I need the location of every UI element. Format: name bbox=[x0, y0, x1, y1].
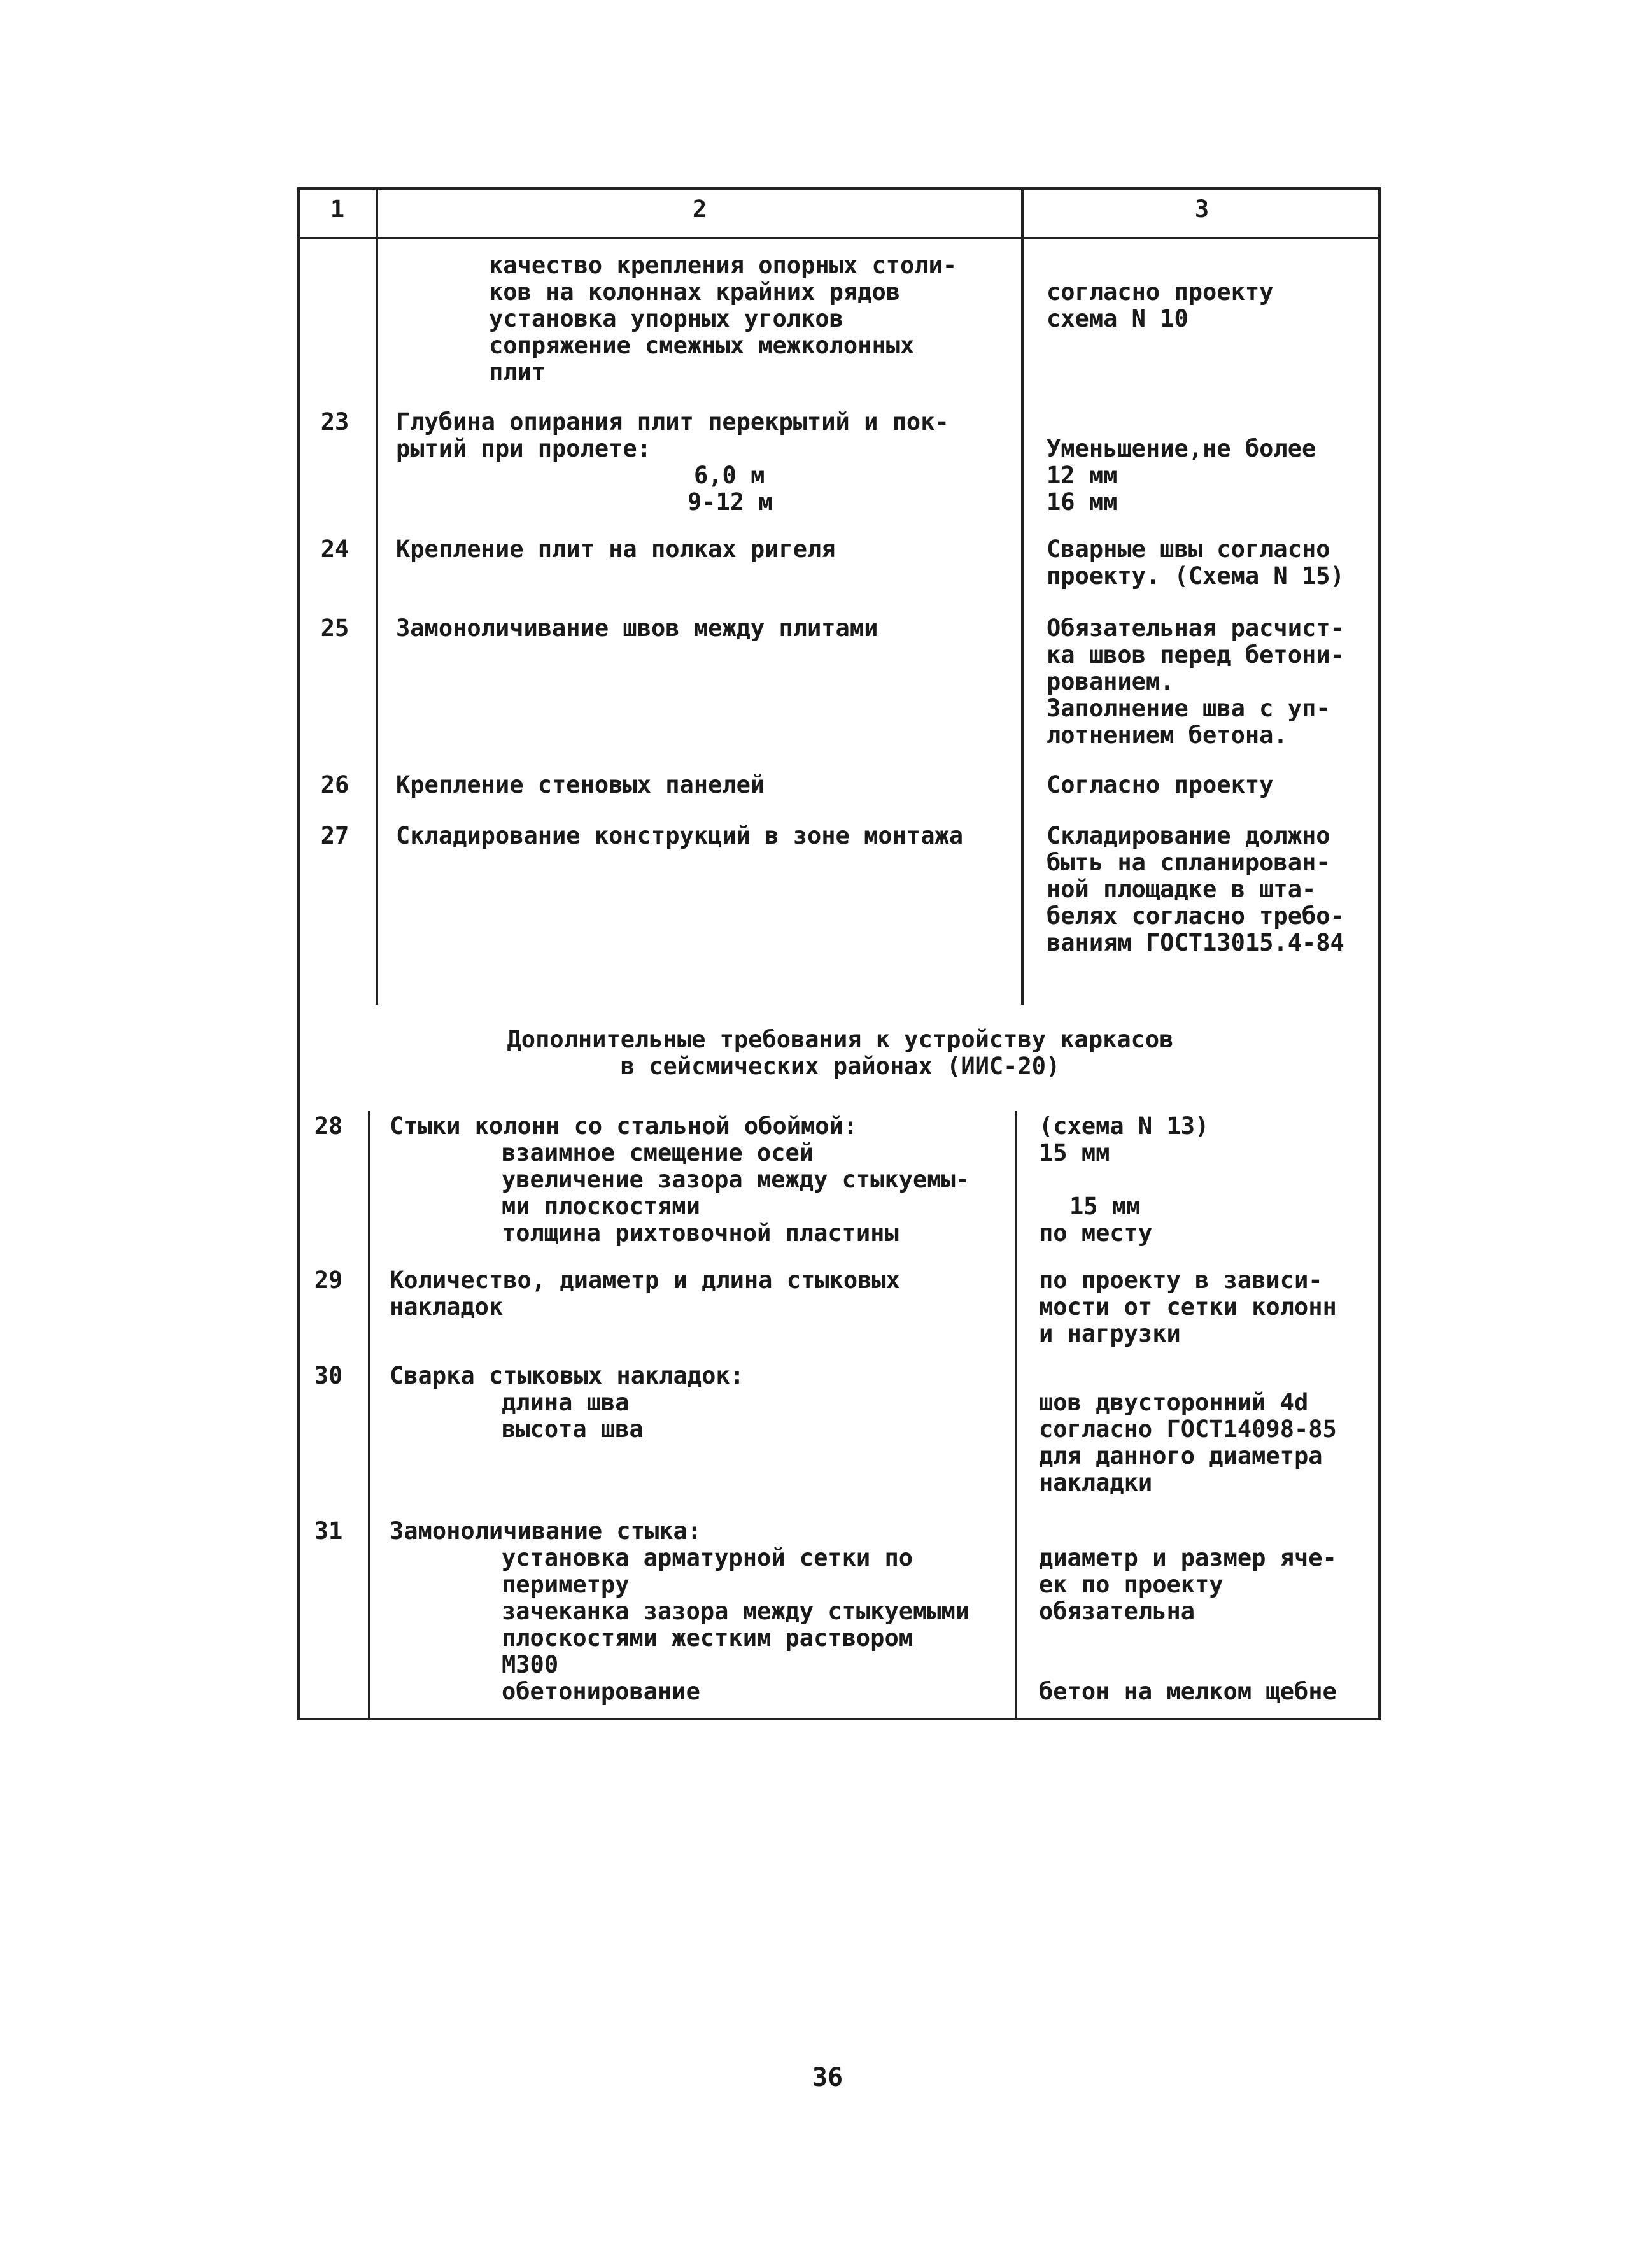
row-number: 31 bbox=[314, 1517, 343, 1545]
row-number: 29 bbox=[314, 1266, 343, 1294]
row-req-line bbox=[1039, 1363, 1337, 1389]
row-req-line: лотнением бетона. bbox=[1047, 721, 1288, 749]
row-desc-line: ми плоскостями bbox=[502, 1193, 700, 1220]
page-number: 36 bbox=[812, 2063, 843, 2092]
row-req-line: 16 мм bbox=[1047, 488, 1118, 516]
row-req-line: Уменьшение,не более bbox=[1047, 435, 1316, 462]
row-req-line: мости от сетки колонн bbox=[1039, 1293, 1337, 1321]
section-heading-line: Дополнительные требования к устройству каркасов bbox=[507, 1026, 1174, 1053]
row-desc-line: ков на колоннах крайних рядов bbox=[489, 278, 901, 306]
row-number: 24 bbox=[320, 535, 349, 563]
row-req-line: и нагрузки bbox=[1039, 1320, 1181, 1347]
row-number: 27 bbox=[320, 822, 349, 849]
row-req-line: для данного диаметра bbox=[1039, 1442, 1323, 1470]
row-req-line: ек по проекту bbox=[1039, 1571, 1224, 1598]
row-desc-line: высота шва bbox=[502, 1415, 644, 1443]
row-desc-line: Складирование конструкций в зоне монтажа bbox=[396, 822, 964, 849]
row-req-line: 12 мм bbox=[1047, 462, 1118, 489]
column-divider-1-top bbox=[376, 187, 378, 1005]
row-req-line bbox=[1039, 1166, 1209, 1193]
row-req-line: быть на спланирован- bbox=[1047, 849, 1330, 876]
row-req-line: согласно проекту bbox=[1047, 278, 1274, 306]
row-req-line: Обязательная расчист- bbox=[1047, 614, 1344, 642]
row-req-line: диаметр и размер яче- bbox=[1039, 1544, 1337, 1571]
row-req-line: белях согласно требо- bbox=[1047, 902, 1344, 930]
row-number: 26 bbox=[320, 771, 349, 798]
row-req-line: шов двусторонний 4d bbox=[1039, 1389, 1309, 1416]
row-number: 30 bbox=[314, 1362, 343, 1389]
row-desc-line: длина шва bbox=[502, 1389, 630, 1416]
row-desc-line: периметру bbox=[502, 1571, 630, 1598]
row-desc-line: Крепление плит на полках ригеля bbox=[396, 535, 836, 563]
row-req-line: проекту. (Схема N 15) bbox=[1047, 562, 1344, 590]
row-desc-line: толщина рихтовочной пластины bbox=[502, 1219, 899, 1247]
row-req-line: согласно ГОСТ14098-85 bbox=[1039, 1415, 1337, 1443]
row-desc-line: Замоноличивание швов между плитами bbox=[396, 614, 878, 642]
row-desc-line: плит bbox=[489, 358, 546, 386]
column-divider-1-bottom bbox=[368, 1111, 370, 1720]
header-col3: 3 bbox=[1194, 195, 1209, 223]
row-desc-line: Стыки колонн со стальной обоймой: bbox=[390, 1112, 858, 1140]
row-req-line: рованием. bbox=[1047, 668, 1174, 695]
section-heading-line: в сейсмических районах (ИИС-20) bbox=[620, 1052, 1061, 1080]
row-desc-line: 6,0 м bbox=[694, 462, 765, 489]
row-req-line: схема N 10 bbox=[1047, 305, 1188, 332]
row-desc-line: взаимное смещение осей bbox=[502, 1139, 814, 1166]
row-desc-line: Глубина опирания плит перекрытий и пок- bbox=[396, 408, 949, 436]
row-req-line: ка швов перед бетони- bbox=[1047, 641, 1344, 669]
row-req-line: обязательна bbox=[1039, 1598, 1195, 1625]
row-desc-line: качество крепления опорных столи- bbox=[489, 252, 957, 279]
row-number: 28 bbox=[314, 1112, 343, 1140]
row-desc-line: 9-12 м bbox=[688, 488, 773, 516]
row-desc-line: Замоноличивание стыка: bbox=[390, 1517, 702, 1545]
row-req-line: по месту bbox=[1039, 1219, 1153, 1247]
row-req-line bbox=[1039, 1625, 1337, 1652]
row-req-line bbox=[1039, 1518, 1337, 1545]
row-req-line: бетон на мелком щебне bbox=[1039, 1678, 1337, 1705]
row-req-line: Сварные швы согласно bbox=[1047, 535, 1330, 563]
row-req-line: 15 мм bbox=[1039, 1139, 1110, 1166]
header-col2: 2 bbox=[692, 195, 707, 223]
row-desc-line: сопряжение смежных межколонных bbox=[489, 332, 915, 359]
header-divider bbox=[297, 237, 1381, 239]
row-desc-line: зачеканка зазора между стыкуемыми bbox=[502, 1598, 970, 1625]
row-req-line: по проекту в зависи- bbox=[1039, 1266, 1323, 1294]
row-number: 23 bbox=[320, 408, 349, 436]
row-desc-line: увеличение зазора между стыкуемы- bbox=[502, 1166, 970, 1193]
row-desc-line: Сварка стыковых накладок: bbox=[390, 1362, 744, 1389]
row-desc-line: установка упорных уголков bbox=[489, 305, 843, 332]
row-desc-line: М300 bbox=[502, 1651, 559, 1678]
row-desc-line: плоскостями жестким раствором bbox=[502, 1624, 913, 1652]
row-req-line: (схема N 13) bbox=[1039, 1112, 1209, 1140]
row-req-line: накладки bbox=[1039, 1469, 1153, 1496]
row-number: 25 bbox=[320, 614, 349, 642]
section-heading bbox=[395, 1026, 1286, 1080]
row-req-line: Складирование должно bbox=[1047, 822, 1330, 849]
row-desc-line: Крепление стеновых панелей bbox=[396, 771, 765, 798]
header-col1: 1 bbox=[330, 195, 345, 223]
row-req-line: ной площадке в шта- bbox=[1047, 875, 1316, 903]
row-req-line: ваниям ГОСТ13015.4-84 bbox=[1047, 929, 1344, 956]
column-divider-2-bottom bbox=[1015, 1111, 1017, 1720]
row-req-line: Заполнение шва с уп- bbox=[1047, 695, 1330, 722]
row-req-line: Согласно проекту bbox=[1047, 771, 1274, 798]
row-desc-line: установка арматурной сетки по bbox=[502, 1544, 913, 1571]
row-desc-line: рытий при пролете: bbox=[396, 435, 651, 462]
column-divider-2-top bbox=[1021, 187, 1024, 1005]
row-req-line bbox=[1039, 1652, 1337, 1678]
row-desc-line: Количество, диаметр и длина стыковых bbox=[390, 1266, 900, 1294]
row-req-line: 15 мм bbox=[1069, 1193, 1141, 1220]
row-desc-line: накладок bbox=[390, 1293, 504, 1321]
row-desc-line: обетонирование bbox=[502, 1678, 700, 1705]
